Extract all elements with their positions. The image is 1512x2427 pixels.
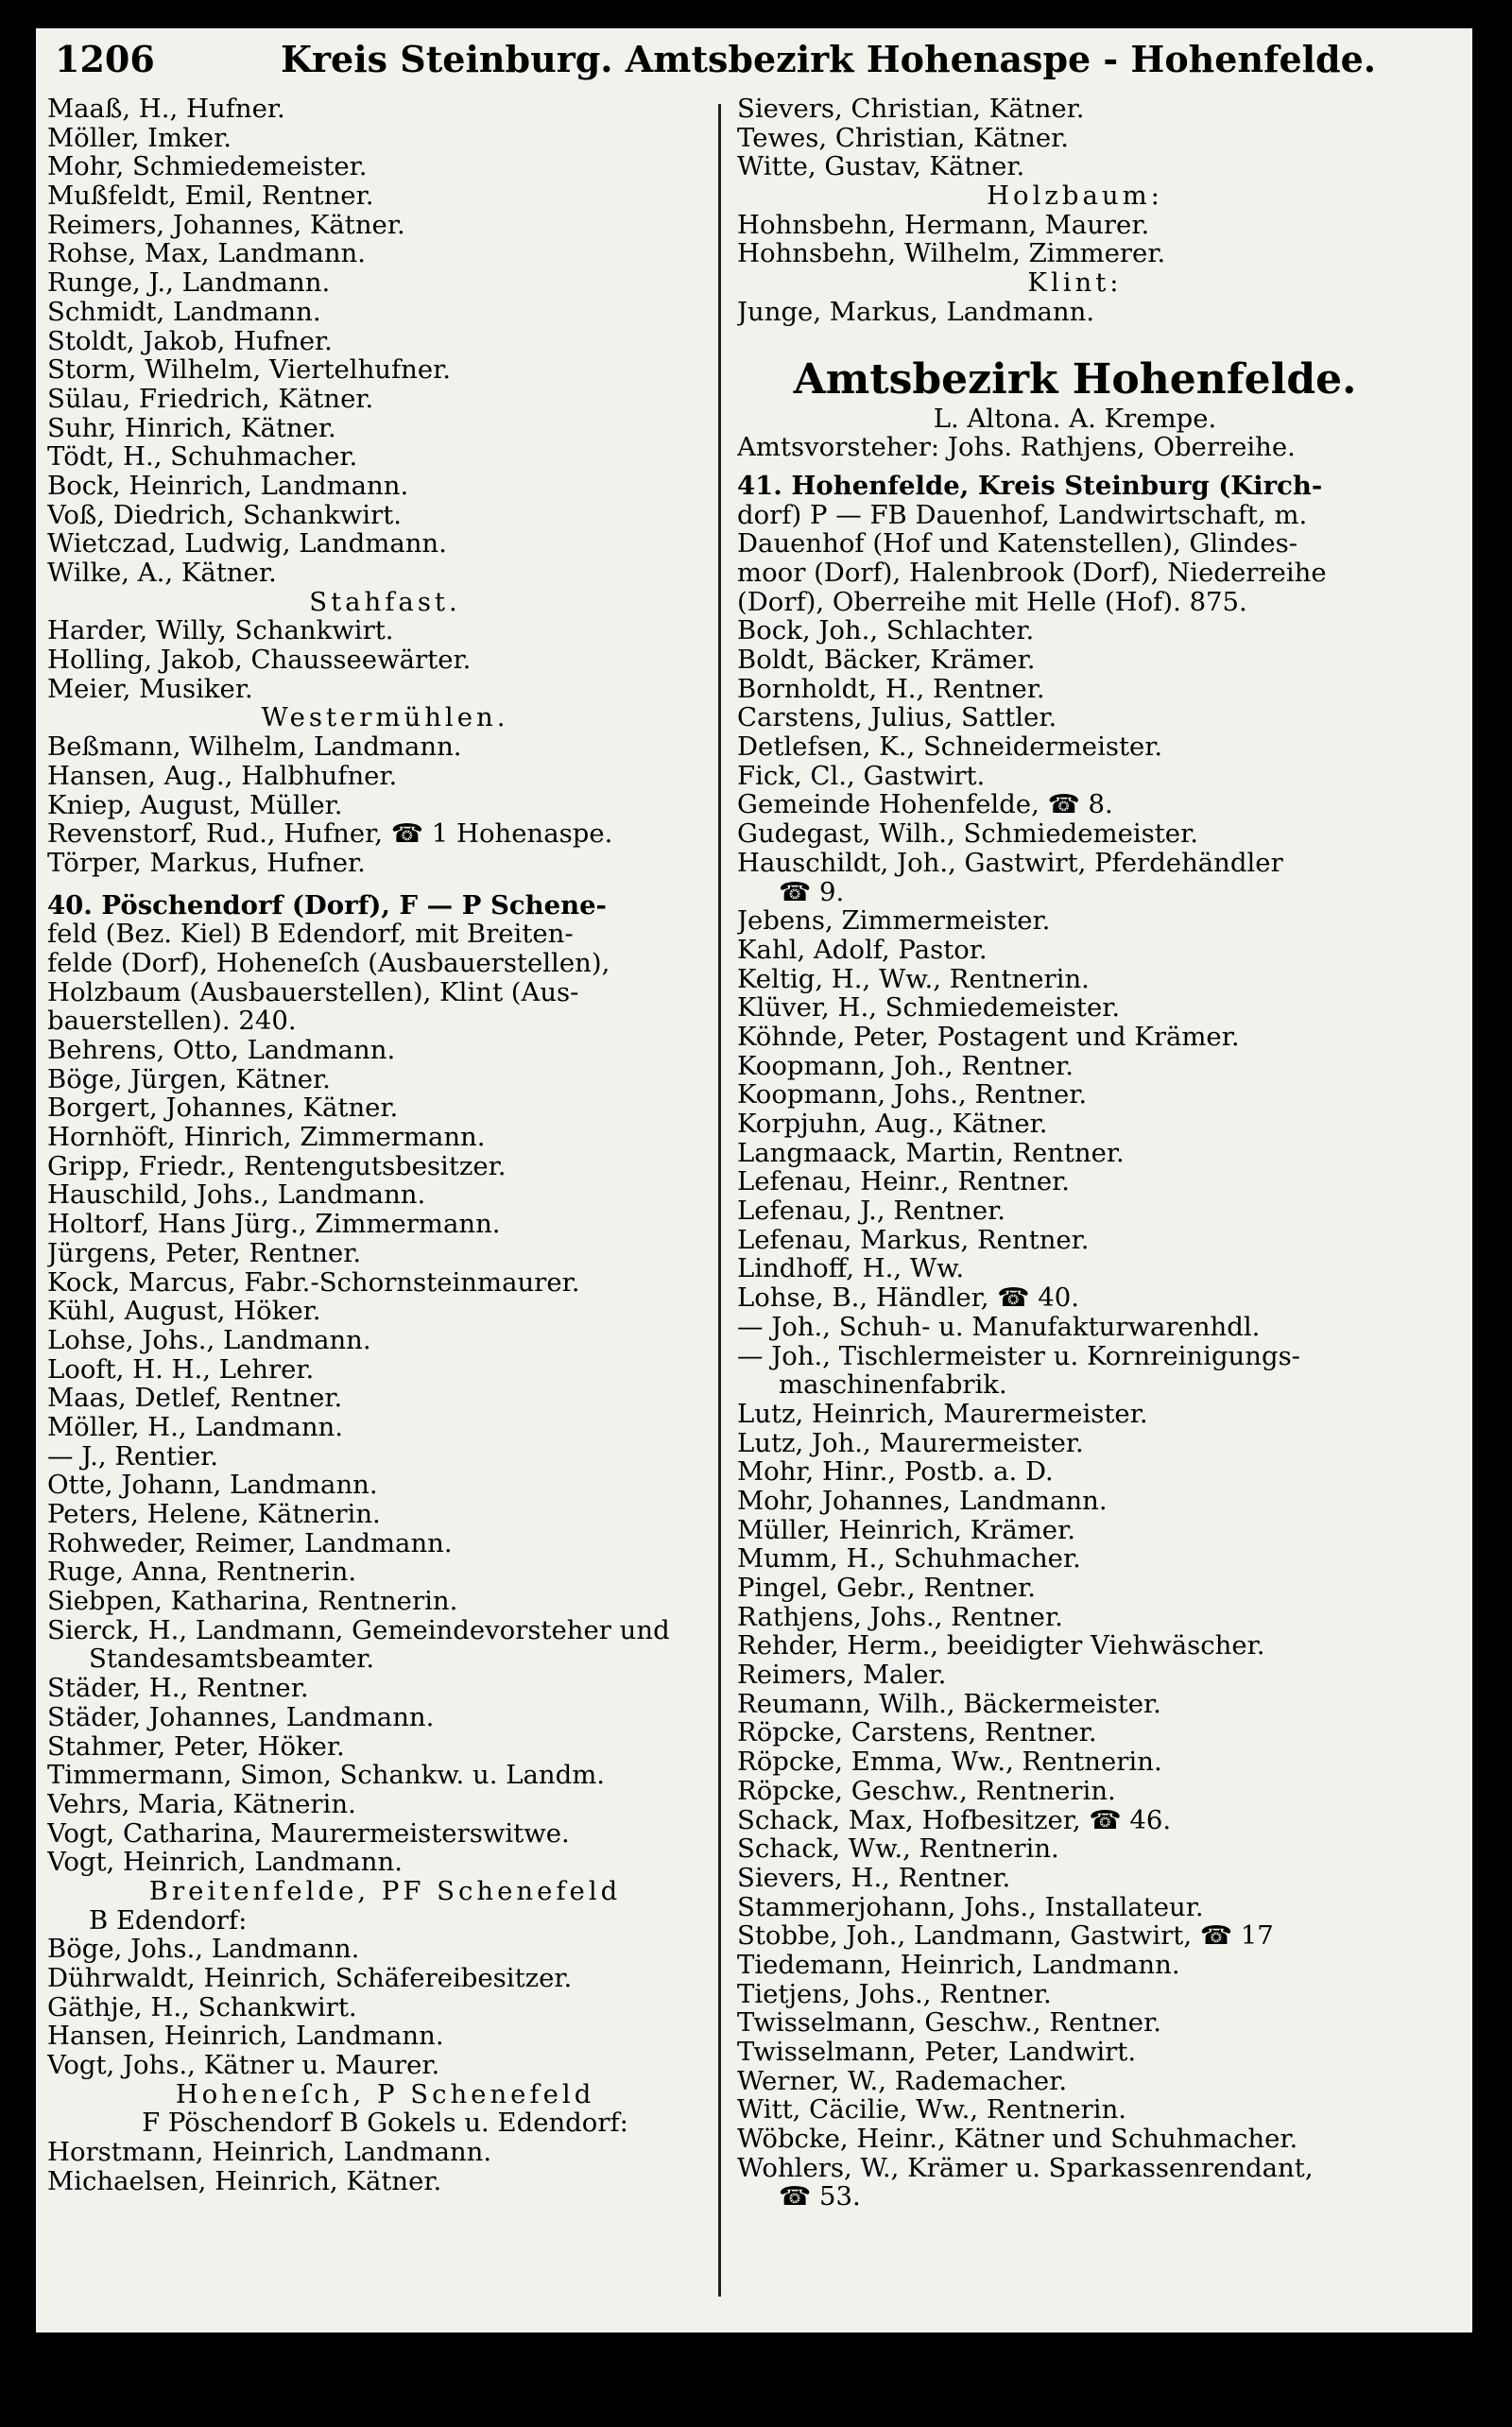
left-entry-line: Holling, Jakob, Chausseewärter. <box>47 645 472 675</box>
right-entry-line: Tietjens, Johs., Rentner. <box>737 1979 1052 2009</box>
right-entry-line: Bornholdt, H., Rentner. <box>737 674 1045 704</box>
left-entry-line: Otte, Johann, Landmann. <box>47 1471 378 1500</box>
right-entry-line: Detlefsen, K., Schneidermeister. <box>737 732 1163 762</box>
left-entry-line: Jürgens, Peter, Rentner. <box>47 1238 362 1268</box>
district-title: Amtsbezirk Hohenfelde. <box>793 354 1357 404</box>
right-entry-line: Reimers, Maler. <box>737 1661 947 1690</box>
right-entry-line: Lefenau, Heinr., Rentner. <box>737 1167 1070 1197</box>
right-entry-line: Hauschildt, Joh., Gastwirt, Pferdehändler <box>737 848 1283 878</box>
left-entry-line: Gäthje, H., Schankwirt. <box>47 1992 357 2022</box>
subsection-heading: Westermühlen. <box>261 703 509 733</box>
left-entry-line: Hansen, Heinrich, Landmann. <box>47 2022 444 2052</box>
left-entry-line: feld (Bez. Kiel) B Edendorf, mit Breiten- <box>47 920 574 949</box>
right-entry-line: — Joh., Tischlermeister u. Kornreinigungs- <box>737 1341 1300 1371</box>
right-entry-line: Junge, Markus, Landmann. <box>737 297 1095 327</box>
subsection-heading: Breitenfelde, PF Schenefeld <box>148 1876 622 1906</box>
right-entry-line: Schack, Max, Hofbesitzer, ☎ 46. <box>737 1805 1172 1835</box>
left-entry-line: Vogt, Heinrich, Landmann. <box>47 1848 403 1877</box>
left-entry-line: Voß, Diedrich, Schankwirt. <box>47 500 402 530</box>
left-entry-line: F Pöschendorf B Gokels u. Edendorf: <box>142 2109 628 2139</box>
right-entry-line: Lindhoff, H., Ww. <box>737 1254 965 1284</box>
left-entry-line: Michaelsen, Heinrich, Kätner. <box>47 2166 442 2196</box>
left-entry-line: Stoldt, Jakob, Hufner. <box>47 326 333 356</box>
section-gap <box>47 878 723 891</box>
left-entry-line: Peters, Helene, Kätnerin. <box>47 1500 381 1529</box>
right-entry-line: Rathjens, Johs., Rentner. <box>737 1602 1063 1632</box>
left-entry-line: Siebpen, Katharina, Rentnerin. <box>47 1587 458 1616</box>
left-entry-line: Hansen, Aug., Halbhufner. <box>47 761 398 791</box>
right-entry-line: Sievers, H., Rentner. <box>737 1863 1011 1893</box>
left-entry-line: Standesamtsbeamter. <box>89 1644 375 1675</box>
district-subtitle: L. Altona. A. Krempe. <box>933 404 1217 434</box>
left-entry-line: Sierck, H., Landmann, Gemeindevorsteher und <box>47 1615 670 1645</box>
right-entry-line: maschinenfabrik. <box>779 1370 1007 1400</box>
left-entry-line: Borgert, Johannes, Kätner. <box>47 1093 399 1124</box>
page-header <box>55 38 1416 80</box>
right-entry-line: Wöbcke, Heinr., Kätner und Schuhmacher. <box>737 2125 1298 2154</box>
right-entry-line: Stammerjohann, Johs., Installateur. <box>737 1892 1204 1922</box>
left-entry-line: Möller, H., Landmann. <box>47 1412 344 1442</box>
left-entry-line: Looft, H. H., Lehrer. <box>47 1354 315 1385</box>
subsection-heading: Stahfast. <box>309 587 461 617</box>
right-entry-line: Lefenau, Markus, Rentner. <box>737 1225 1090 1255</box>
right-entry-line: Witte, Gustav, Kätner. <box>737 152 1025 182</box>
right-entry-line: Koopmann, Joh., Rentner. <box>737 1051 1074 1081</box>
left-entry-line: Städer, H., Rentner. <box>47 1674 309 1703</box>
left-entry-line: Vogt, Catharina, Maurermeisterswitwe. <box>47 1818 570 1849</box>
left-entry-line: Timmermann, Simon, Schankw. u. Landm. <box>47 1761 606 1790</box>
left-entry-line: Wietczad, Ludwig, Landmann. <box>47 529 447 559</box>
left-entry-line: Törper, Markus, Hufner. <box>47 848 366 878</box>
right-entry-line: Röpcke, Geschw., Rentnerin. <box>737 1776 1116 1806</box>
right-entry-line: Pingel, Gebr., Rentner. <box>737 1574 1036 1603</box>
right-entry-line: Tiedemann, Heinrich, Landmann. <box>737 1950 1180 1980</box>
right-entry-line: Tewes, Christian, Kätner. <box>737 123 1069 153</box>
right-entry-line: Klüver, H., Schmiedemeister. <box>737 993 1121 1023</box>
right-entry-line: Köhnde, Peter, Postagent und Krämer. <box>737 1022 1240 1052</box>
left-entry-line: Kock, Marcus, Fabr.-Schornsteinmaurer. <box>47 1267 580 1298</box>
left-entry-line: B Edendorf: <box>89 1905 248 1936</box>
left-entry-line: Mohr, Schmiedemeister. <box>47 152 368 182</box>
left-entry-line: Reimers, Johannes, Kätner. <box>47 210 405 240</box>
right-entry-line: Sievers, Christian, Kätner. <box>737 95 1085 124</box>
right-entry-line: Röpcke, Emma, Ww., Rentnerin. <box>737 1747 1162 1777</box>
left-entry-line: Dührwaldt, Heinrich, Schäfereibesitzer. <box>47 1964 573 1993</box>
left-entry-line: Böge, Johs., Landmann. <box>47 1935 360 1964</box>
page-number: 1206 <box>55 38 155 80</box>
right-entry-line: Hohnsbehn, Hermann, Maurer. <box>737 210 1150 240</box>
municipality-heading: 41. Hohenfelde, Kreis Steinburg (Kirch- <box>737 471 1323 501</box>
left-entry-line: Holzbaum (Ausbauerstellen), Klint (Aus- <box>47 977 579 1007</box>
left-entry-line: Beßmann, Wilhelm, Landmann. <box>47 732 462 762</box>
left-entry-line: Wilke, A., Kätner. <box>47 559 277 588</box>
left-entry-line: Möller, Imker. <box>47 123 232 153</box>
right-entry-line: Kahl, Adolf, Pastor. <box>737 935 988 965</box>
left-entry-line: Stahmer, Peter, Höker. <box>47 1731 345 1762</box>
right-entry-line: Boldt, Bäcker, Krämer. <box>737 645 1036 675</box>
right-entry-line: Koopmann, Johs., Rentner. <box>737 1080 1088 1110</box>
left-entry-line: Vogt, Johs., Kätner u. Maurer. <box>47 2051 440 2080</box>
right-entry-line: Rehder, Herm., beeidigter Viehwäscher. <box>737 1631 1265 1661</box>
left-entry-line: Ruge, Anna, Rentnerin. <box>47 1558 357 1588</box>
left-entry-line: Gripp, Friedr., Rentengutsbesitzer. <box>47 1151 507 1181</box>
left-entry-line: Rohse, Max, Landmann. <box>47 239 366 269</box>
right-entry-line: Gemeinde Hohenfelde, ☎ 8. <box>737 790 1113 820</box>
section-gap <box>737 462 1413 472</box>
left-entry-line: Meier, Musiker. <box>47 674 253 704</box>
right-entry-line: Mohr, Hinr., Postb. a. D. <box>737 1457 1054 1487</box>
right-entry-line: Mohr, Johannes, Landmann. <box>737 1486 1108 1516</box>
right-entry-line: Lutz, Joh., Maurermeister. <box>737 1428 1084 1458</box>
left-entry-line: Mußfeldt, Emil, Rentner. <box>47 181 374 211</box>
right-entry-line: Twisselmann, Peter, Landwirt. <box>737 2038 1137 2067</box>
left-entry-line: Vehrs, Maria, Kätnerin. <box>47 1789 356 1819</box>
left-entry-line: Schmidt, Landmann. <box>47 297 321 327</box>
left-entry-line: Storm, Wilhelm, Viertelhufner. <box>47 355 452 385</box>
district-chief: Amtsvorsteher: Johs. Rathjens, Oberreihe. <box>737 433 1296 462</box>
left-entry-line: Böge, Jürgen, Kätner. <box>47 1064 331 1094</box>
right-entry-line: Röpcke, Carstens, Rentner. <box>737 1718 1097 1748</box>
right-entry-line: Korpjuhn, Aug., Kätner. <box>737 1110 1048 1139</box>
right-entry-line: Stobbe, Joh., Landmann, Gastwirt, ☎ 17 <box>737 1921 1274 1951</box>
left-entry-line: Hornhöft, Hinrich, Zimmermann. <box>47 1123 486 1152</box>
right-entry-line: Müller, Heinrich, Krämer. <box>737 1515 1075 1545</box>
right-entry-line: (Dorf), Oberreihe mit Helle (Hof). 875. <box>737 587 1247 617</box>
right-entry-line: Gudegast, Wilh., Schmiedemeister. <box>737 819 1198 849</box>
left-entry-line: Bock, Heinrich, Landmann. <box>47 471 409 501</box>
left-entry-line: Runge, J., Landmann. <box>47 268 331 298</box>
right-entry-line: Twisselmann, Geschw., Rentner. <box>737 2008 1161 2038</box>
right-entry-line: Hohnsbehn, Wilhelm, Zimmerer. <box>737 239 1166 269</box>
left-entry-line: Kniep, August, Müller. <box>47 790 343 820</box>
right-entry-line: — Joh., Schuh- u. Manufakturwarenhdl. <box>737 1312 1261 1342</box>
municipality-heading: 40. Pöschendorf (Dorf), F — P Schene- <box>47 890 607 921</box>
subsection-heading: Holzbaum: <box>987 181 1163 211</box>
right-entry-line: Lohse, B., Händler, ☎ 40. <box>737 1283 1079 1313</box>
right-entry-line: Langmaack, Martin, Rentner. <box>737 1138 1125 1168</box>
left-entry-line: Behrens, Otto, Landmann. <box>47 1036 396 1065</box>
right-entry-line: Keltig, H., Ww., Rentnerin. <box>737 964 1090 994</box>
left-entry-line: Suhr, Hinrich, Kätner. <box>47 413 336 443</box>
right-entry-line: Werner, W., Rademacher. <box>737 2066 1068 2096</box>
right-entry-line: ☎ 53. <box>779 2182 861 2212</box>
left-entry-line: Lohse, Johs., Landmann. <box>47 1325 371 1355</box>
right-entry-line: Wohlers, W., Krämer u. Sparkassenrendant, <box>737 2153 1314 2183</box>
left-entry-line: Tödt, H., Schuhmacher. <box>47 442 358 472</box>
left-entry-line: Harder, Willy, Schankwirt. <box>47 616 394 646</box>
left-entry-line: Maaß, H., Hufner. <box>47 95 285 124</box>
right-entry-line: dorf) P — FB Dauenhof, Landwirtschaft, m. <box>737 500 1308 530</box>
page-title: Kreis Steinburg. Amtsbezirk Hohenaspe - Hohenfelde. <box>281 38 1377 80</box>
left-column <box>47 95 723 2196</box>
right-entry-line: Lutz, Heinrich, Maurermeister. <box>737 1399 1148 1429</box>
left-entry-line: Rohweder, Reimer, Landmann. <box>47 1528 453 1558</box>
right-entry-line: Jebens, Zimmermeister. <box>737 906 1051 936</box>
left-entry-line: — J., Rentier. <box>47 1441 219 1472</box>
right-entry-line: Bock, Joh., Schlachter. <box>737 616 1035 645</box>
left-entry-line: Sülau, Friedrich, Kätner. <box>47 384 374 414</box>
right-entry-line: Witt, Cäcilie, Ww., Rentnerin. <box>737 2095 1127 2126</box>
right-entry-line: Fick, Cl., Gastwirt. <box>737 761 986 791</box>
right-entry-line: Dauenhof (Hof und Katenstellen), Glindes- <box>737 529 1298 559</box>
left-entry-line: Holtorf, Hans Jürg., Zimmermann. <box>47 1210 501 1239</box>
subsection-heading: Klint: <box>1027 268 1123 298</box>
left-entry-line: Kühl, August, Höker. <box>47 1297 321 1326</box>
left-entry-line: Städer, Johannes, Landmann. <box>47 1702 435 1732</box>
right-entry-line: Reumann, Wilh., Bäckermeister. <box>737 1689 1161 1719</box>
left-entry-line: Maas, Detlef, Rentner. <box>47 1384 343 1413</box>
right-entry-line: ☎ 9. <box>779 877 845 907</box>
right-entry-line: moor (Dorf), Halenbrook (Dorf), Niederreihe <box>737 558 1327 588</box>
left-entry-line: bauerstellen). 240. <box>47 1007 297 1036</box>
right-entry-line: Schack, Ww., Rentnerin. <box>737 1834 1059 1864</box>
left-entry-line: Revenstorf, Rud., Hufner, ☎ 1 Hohenaspe. <box>47 819 613 849</box>
subsection-heading: Hoheneſch, P Schenefeld <box>175 2079 595 2109</box>
left-entry-line: Hauschild, Johs., Landmann. <box>47 1180 426 1211</box>
left-entry-line: Horstmann, Heinrich, Landmann. <box>47 2138 492 2167</box>
right-entry-line: Carstens, Julius, Sattler. <box>737 703 1057 733</box>
right-entry-line: Mumm, H., Schuhmacher. <box>737 1544 1081 1574</box>
right-entry-line: Lefenau, J., Rentner. <box>737 1196 1005 1226</box>
left-entry-line: felde (Dorf), Hoheneſch (Ausbauerstellen), <box>47 948 610 978</box>
right-column <box>737 95 1413 2212</box>
